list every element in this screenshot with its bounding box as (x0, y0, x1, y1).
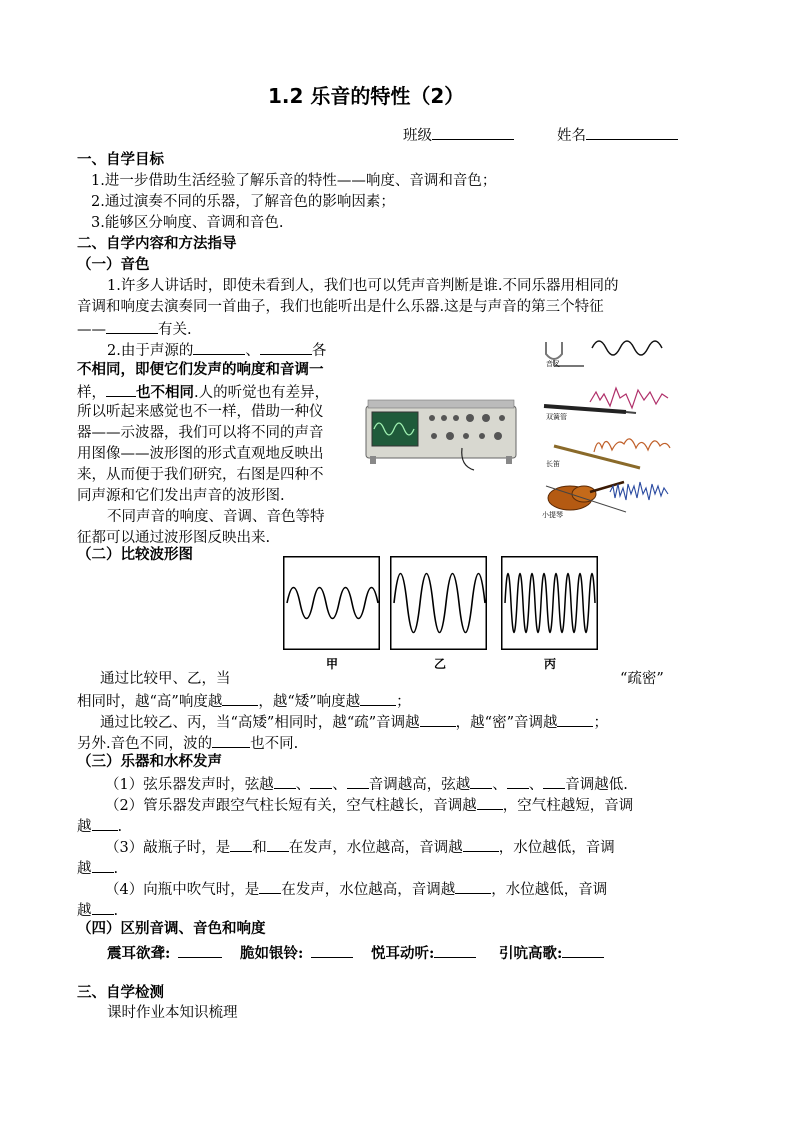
fill-blank[interactable] (360, 690, 396, 706)
paragraph-line: 另外.音色不同，波的 也不同. (77, 732, 298, 754)
oboe-icon (544, 406, 636, 413)
paragraph-line: 征都可以通过波形图反映出来. (77, 530, 271, 546)
idiom-item: 引吭高歌: (499, 942, 604, 964)
paragraph-line: 通过比较乙、丙，当“高矮”相同时，越“疏”音调越 ，越“密”音调越 ； (100, 711, 608, 733)
paragraph-line: 来，从而便于我们研究，右图是四种不 (77, 467, 324, 483)
fill-blank[interactable] (260, 339, 312, 355)
fill-blank[interactable] (92, 815, 118, 831)
idiom-item: 震耳欲聋: (107, 942, 222, 964)
fill-blank[interactable] (311, 942, 353, 958)
paragraph-line: 用图像——波形图的形式直观地反映出 (77, 446, 324, 462)
paragraph-line: 不同声音的响度、音调、音色等特 (107, 509, 325, 525)
fill-blank[interactable] (420, 711, 456, 727)
class-field[interactable] (403, 124, 514, 146)
section-heading: 二、自学内容和方法指导 (77, 235, 237, 252)
paragraph-line: 1.许多人讲话时，即使未看到人，我们也可以凭声音判断是谁.不同乐器用相同的 (107, 278, 619, 294)
waveform-yi (390, 556, 487, 650)
fill-blank[interactable] (259, 878, 281, 894)
fill-blank[interactable] (92, 899, 114, 915)
fill-blank[interactable] (477, 794, 503, 810)
subsection-heading: （二）比较波形图 (77, 546, 193, 563)
waveform-1 (592, 341, 662, 355)
item-line: （2）管乐器发声跟空气柱长短有关，空气柱越长，音调越 ，空气柱越短，音调 (105, 794, 633, 816)
item-line: （1）弦乐器发声时，弦越 、 、 音调越高，弦越 、 、 音调越低. (105, 773, 628, 795)
name-blank[interactable] (586, 124, 678, 140)
fill-blank[interactable] (92, 857, 114, 873)
fill-blank[interactable] (193, 339, 245, 355)
idiom-item: 脆如银铃: (240, 942, 353, 964)
paragraph-line: 所以听起来感觉也不一样，借助一种仪 (77, 404, 324, 420)
paragraph-line: 同声源和它们发出声音的波形图. (77, 488, 285, 504)
violin-icon (546, 482, 626, 512)
section-heading: 三、自学检测 (77, 984, 164, 1001)
item-line: （4）向瓶中吹气时，是 在发声，水位越高，音调越 ，水位越低，音调 (105, 878, 607, 900)
subsection-heading: （一）音色 (77, 256, 150, 273)
paragraph-line: 课时作业本知识梳理 (107, 1005, 238, 1021)
fill-blank[interactable] (212, 732, 250, 748)
fill-blank[interactable] (230, 836, 252, 852)
section-heading: 一、自学目标 (77, 151, 164, 168)
waveform-label: 甲 (326, 657, 339, 671)
fill-blank[interactable] (106, 318, 158, 334)
fill-blank[interactable] (543, 773, 565, 789)
oscilloscope-image (362, 396, 522, 474)
name-field[interactable] (557, 124, 678, 146)
fill-blank[interactable] (310, 773, 332, 789)
fill-blank[interactable] (557, 711, 593, 727)
fill-blank[interactable] (455, 878, 491, 894)
fill-blank[interactable] (434, 942, 476, 958)
fill-blank[interactable] (106, 381, 136, 397)
instrument-label: 音叉 (546, 360, 560, 368)
idiom-item: 悦耳动听: (371, 942, 476, 964)
fill-blank[interactable] (507, 773, 529, 789)
fill-blank[interactable] (470, 773, 492, 789)
objective-item: 1.进一步借助生活经验了解乐音的特性——响度、音调和音色； (91, 173, 497, 189)
waveform-label: 乙 (434, 657, 447, 671)
objective-item: 2.通过演奏不同的乐器，了解音色的影响因素； (91, 194, 395, 210)
paragraph-line: 样， 也不相同.人的听觉也有差异， (77, 381, 329, 403)
fill-blank[interactable] (463, 836, 499, 852)
instrument-drawings (540, 336, 680, 526)
waveform-3 (594, 439, 670, 452)
objective-item: 3.能够区分响度、音调和音色. (91, 215, 284, 231)
fill-blank[interactable] (562, 942, 604, 958)
fill-blank[interactable] (274, 773, 296, 789)
paragraph-line: “疏密” (620, 671, 664, 687)
fill-blank[interactable] (267, 836, 289, 852)
waveform-jia (283, 556, 380, 650)
paragraph-line: 音调和响度去演奏同一首曲子，我们也能听出是什么乐器.这是与声音的第三个特征 (77, 299, 604, 315)
paragraph-line: —— 有关. (77, 318, 192, 340)
name-label: 姓名 (557, 128, 586, 144)
flute-icon (554, 446, 640, 468)
page-title: 1.2 乐音的特性（2） (268, 84, 465, 108)
waveform-2 (590, 388, 668, 408)
paragraph-line: 相同时，越“高”响度越 ，越“矮”响度越 ； (77, 690, 411, 712)
instrument-label: 长笛 (546, 460, 560, 468)
paragraph-line: 不相同，即便它们发声的响度和音调一 (77, 361, 324, 378)
class-label: 班级 (403, 128, 432, 144)
instrument-label: 小提琴 (542, 511, 563, 519)
item-line: 越 . (77, 899, 118, 921)
fill-blank[interactable] (347, 773, 369, 789)
item-line: （3）敲瓶子时，是 和 在发声，水位越高，音调越 ，水位越低，音调 (105, 836, 615, 858)
waveform-bing (501, 556, 598, 650)
waveform-label: 丙 (544, 657, 557, 671)
fill-blank[interactable] (222, 690, 258, 706)
subsection-heading: （三）乐器和水杯发声 (77, 753, 222, 770)
class-blank[interactable] (432, 124, 514, 140)
instrument-label: 双簧管 (546, 413, 567, 421)
subsection-heading: （四）区别音调、音色和响度 (77, 920, 266, 937)
paragraph-line: 器——示波器，我们可以将不同的声音 (77, 425, 324, 441)
item-line: 越 . (77, 857, 118, 879)
item-line: 越 . (77, 815, 122, 837)
fill-blank[interactable] (178, 942, 222, 958)
paragraph-line: 2.由于声源的 、 各 (107, 339, 326, 361)
paragraph-line: 通过比较甲、乙，当 (100, 671, 231, 687)
